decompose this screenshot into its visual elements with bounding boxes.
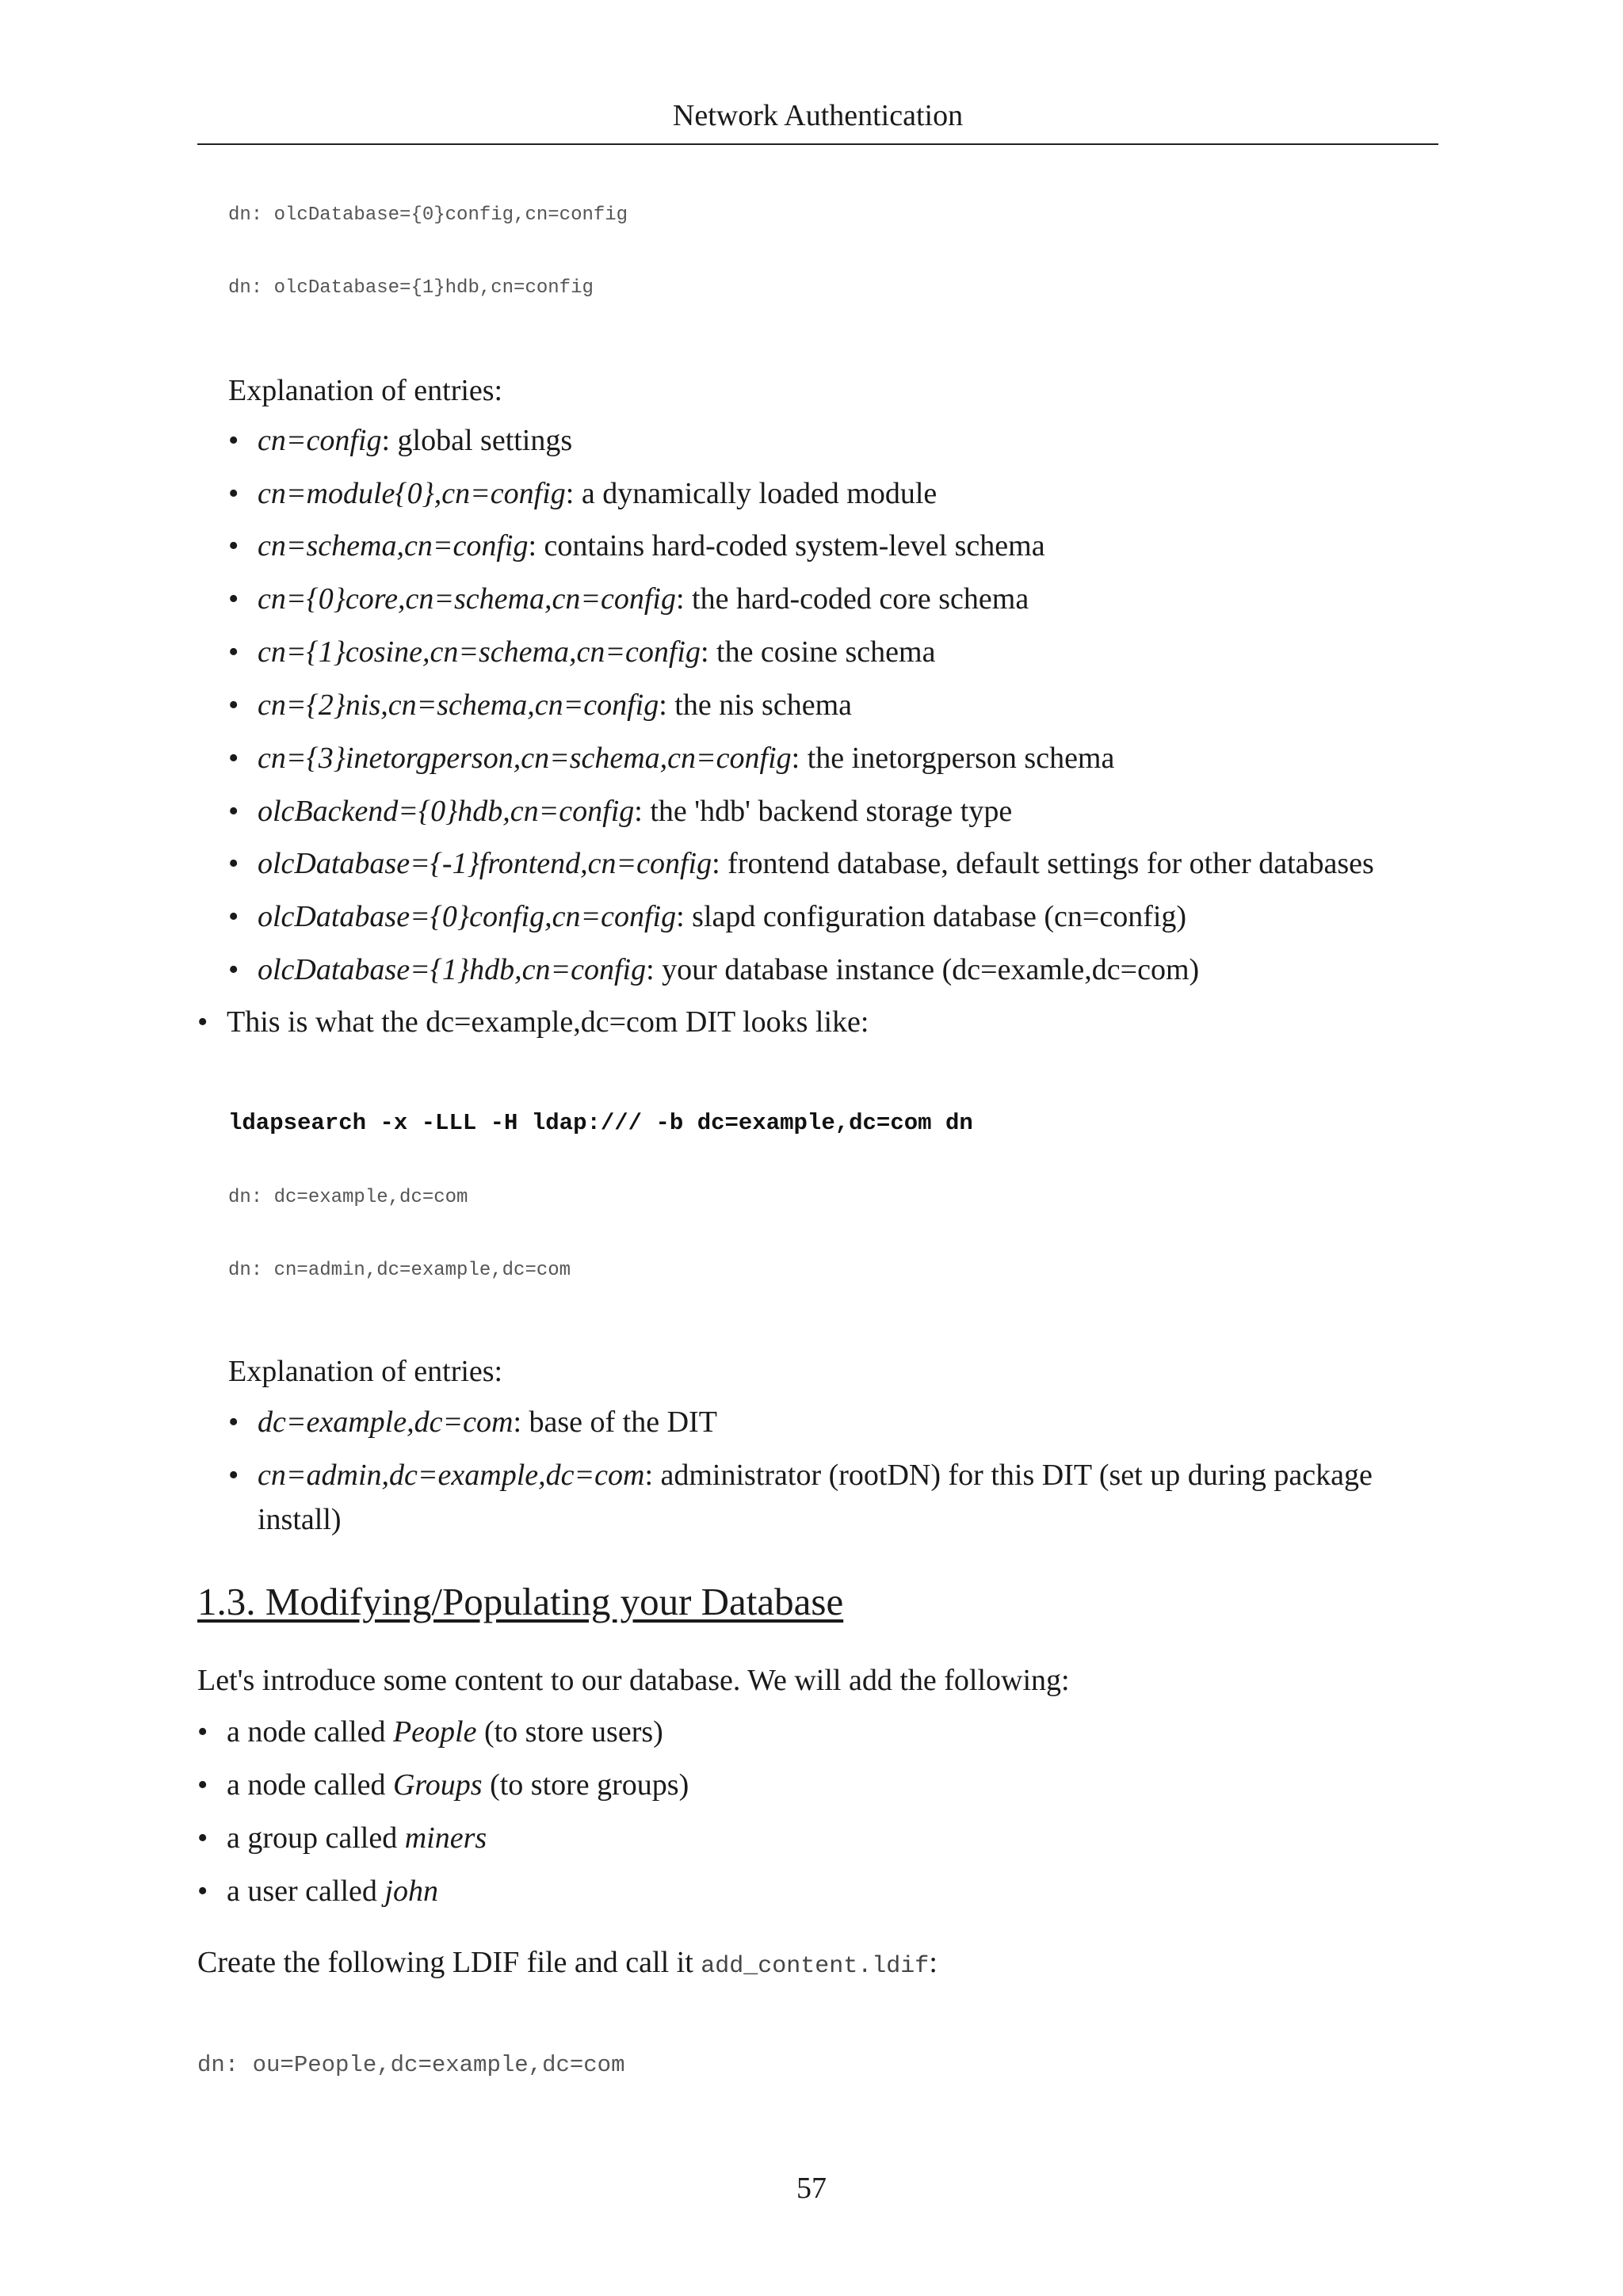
- entry-term: olcDatabase={0}config,cn=config: [258, 900, 677, 933]
- item-emphasis: People: [392, 1715, 477, 1749]
- entry-term: cn=admin,dc=example,dc=com: [258, 1459, 645, 1492]
- create-text: Create the following LDIF file and call it: [197, 1946, 701, 1979]
- entry-desc: : slapd configuration database (cn=config): [676, 900, 1187, 933]
- entry-term: cn={3}inetorgperson,cn=schema,cn=config: [258, 742, 792, 775]
- section-heading: 1.3. Modifying/Populating your Database: [197, 1580, 844, 1623]
- page-number: 57: [796, 2172, 827, 2205]
- entry-desc: : contains hard-coded system-level schema: [528, 529, 1045, 563]
- intro-paragraph: Let's introduce some content to our database. We will add the following:: [197, 1664, 1070, 1697]
- code-line: dn: dc=example,dc=com: [228, 1187, 468, 1208]
- entry-desc: : frontend database, default settings for other databases: [712, 847, 1374, 880]
- item-emphasis: john: [384, 1875, 438, 1908]
- entry-term: olcDatabase={1}hdb,cn=config: [258, 953, 647, 986]
- command-line: ldapsearch -x -LLL -H ldap:/// -b dc=example,dc=com dn: [228, 1110, 973, 1136]
- code-line: dn: cn=admin,dc=example,dc=com: [228, 1260, 571, 1281]
- entry-desc: : your database instance (dc=examle,dc=com): [646, 953, 1200, 986]
- explanation-heading: Explanation of entries:: [228, 1355, 503, 1388]
- create-paragraph: [197, 1943, 938, 1985]
- entry-term: dc=example,dc=com: [258, 1405, 514, 1439]
- entry-term: cn=config: [258, 424, 382, 457]
- code-line: dn: olcDatabase={1}hdb,cn=config: [228, 277, 594, 299]
- code-line: dn: ou=People,dc=example,dc=com: [197, 2052, 625, 2078]
- item-text: a node called: [227, 1715, 393, 1749]
- item-text: (to store users): [476, 1715, 663, 1749]
- entry-term: cn={0}core,cn=schema,cn=config: [258, 582, 676, 616]
- item-emphasis: Groups: [392, 1768, 483, 1802]
- explanation-heading: Explanation of entries:: [228, 374, 503, 407]
- filename: add_content.ldif: [701, 1953, 930, 1980]
- entry-desc: : the inetorgperson schema: [791, 742, 1115, 775]
- entry-term: cn=schema,cn=config: [258, 529, 529, 563]
- entry-term: cn=module{0},cn=config: [258, 477, 566, 510]
- entry-desc: : the hard-coded core schema: [675, 582, 1029, 616]
- entry-desc: : the 'hdb' backend storage type: [634, 795, 1013, 828]
- code-line: dn: olcDatabase={0}config,cn=config: [228, 204, 628, 226]
- running-header: Network Authentication: [672, 99, 964, 132]
- entry-term: cn={1}cosine,cn=schema,cn=config: [258, 635, 701, 669]
- item-text: a group called: [227, 1821, 405, 1855]
- item-emphasis: miners: [404, 1821, 487, 1855]
- entry-desc: : the cosine schema: [700, 635, 936, 669]
- item-text: a node called: [227, 1768, 393, 1802]
- entry-desc: : the nis schema: [659, 688, 852, 722]
- dit-bullet-text: This is what the dc=example,dc=com DIT looks like:: [227, 1005, 869, 1039]
- item-text: (to store groups): [482, 1768, 689, 1802]
- entry-desc: : administrator (rootDN) for this DIT (set up during package install): [258, 1459, 1373, 1536]
- entry-term: olcDatabase={-1}frontend,cn=config: [258, 847, 712, 880]
- create-text: :: [929, 1946, 938, 1979]
- entry-term: olcBackend={0}hdb,cn=config: [258, 795, 635, 828]
- item-text: a user called: [227, 1875, 385, 1908]
- entry-desc: : global settings: [381, 424, 573, 457]
- entry-desc: : a dynamically loaded module: [565, 477, 938, 510]
- entry-term: cn={2}nis,cn=schema,cn=config: [258, 688, 659, 722]
- entry-desc: : base of the DIT: [513, 1405, 717, 1439]
- header-rule: [197, 143, 1438, 145]
